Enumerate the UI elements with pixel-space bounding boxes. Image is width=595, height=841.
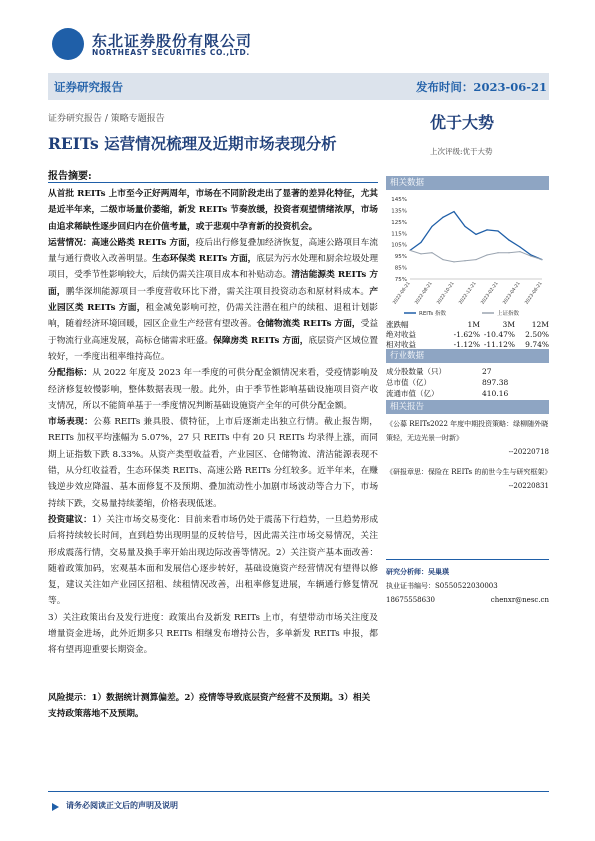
industry-data-heading: 行业数据 (386, 349, 549, 363)
abstract-heading: 报告摘要: (48, 171, 92, 182)
data-point (497, 252, 498, 253)
data-point (453, 261, 454, 262)
data-point (519, 246, 520, 247)
risk-warning: 风险提示：1）数据统计测算偏差。2）疫情等导致底层资产经营不及预期。3）相关支持政策落地不及预期。 (48, 693, 371, 720)
company-logo-icon (52, 28, 84, 60)
analyst-contact (386, 593, 549, 607)
data-point (519, 251, 520, 252)
divider (386, 559, 549, 560)
performance-chart (386, 193, 549, 321)
data-point (420, 253, 421, 254)
abstract-intro: 从首批 REITs 上市至今正好两周年，市场在不同阶段走出了显著的差异化特征，尤其是近半年来，二级市场量价萎缩，新发 REITs 节奏放缓，投资者观望情绪浓厚，市场由追求稀缺性逐步回归内在价值考量，或于悲观中孕育新的投资机会。 (48, 189, 378, 232)
breadcrumb: 证券研究报告 / 策略专题报告 (48, 114, 165, 124)
company-name-en: NORTHEAST SECURITIES CO.,LTD. (92, 48, 250, 57)
perf-header-row: 涨跌幅 1M 3M 12M (386, 320, 549, 329)
abstract-body (48, 186, 378, 659)
data-point (453, 211, 454, 212)
advice-paragraph-3: 3）关注政策出台及发行进度：政策出台及新发 REITs 上市，有望带动市场关注度及增量资金进场，此外近期多只 REITs 相继发布增持公告，多单新发 REITs 申报，都将有望再迎重要长期资金。 (48, 612, 378, 656)
y-tick-label: 85% (394, 265, 407, 272)
table-row: 相对收益 -1.12% -11.12% 9.74% (386, 340, 549, 349)
related-data-heading: 相关数据 (386, 176, 549, 190)
data-point (442, 217, 443, 218)
data-point (431, 252, 432, 253)
related-reports-list (386, 417, 552, 493)
data-point (508, 252, 509, 253)
footer-divider (48, 791, 549, 792)
dividend-paragraph: 分配指标：从 2022 年度及 2023 年一季度的可供分配金额情况来看，受疫情影响及经济修复较慢影响，整体数据表现一般。此外，由于季节性影响基础设施项目资产收支情况，所以不能简单基于一季度情况判断基础设施资产全年的可供分配金额。 (48, 368, 379, 411)
footer-disclaimer: 请务必阅读正文后的声明及说明 (66, 800, 178, 810)
table-row: 成分股数量（只） 27 (386, 367, 492, 376)
related-reports-heading: 相关报告 (386, 400, 549, 414)
data-point (442, 259, 443, 260)
x-tick-label: 2022-12-21 (458, 281, 478, 306)
data-point (508, 240, 509, 241)
data-point (541, 259, 542, 260)
data-point (420, 242, 421, 243)
data-point (486, 229, 487, 230)
y-tick-label: 105% (391, 242, 407, 249)
divider (48, 182, 378, 183)
x-tick-label: 2023-04-21 (502, 281, 522, 306)
market-paragraph: 市场表现：公募 REITs 兼具股、债特征，上市后逐渐走出独立行情。截止报告期，REITs 加权平均涨幅为 5.07%，27 只 REITs 中有 20 只 REITs 均录得上涨，而同期上证指数下跌 8.33%。从资产类型收益看，产业园区、仓储物流、清洁能源表现不错，从分红收益看，生态环保类 REITs、高速公路 REITs 分红较多。近半年来，在赚钱逆步效应降温、基本面修复不及预期、叠加流动性小加剧市场波动等合力下，市场持续下跌，交易量持续萎缩，价格表现低迷。 (48, 417, 378, 509)
analyst-info (386, 565, 549, 607)
y-tick-label: 75% (394, 277, 407, 283)
data-point (530, 256, 531, 257)
analyst-phone: 18675558630 (386, 596, 435, 604)
analyst-name: 研究分析师：吴巢瑛 (386, 567, 449, 576)
data-point (475, 234, 476, 235)
x-tick-label: 2022-08-21 (414, 281, 434, 306)
legend-label: REITs 指数 (419, 311, 446, 317)
list-item[interactable]: 《公募 REITs2022 年度中期投资策略：绿柳随外晓策轻，无边光景一时新》 --20220718 (386, 420, 549, 456)
x-tick-label: 2023-06-21 (524, 281, 544, 306)
legend-label: 上证指数 (497, 311, 520, 317)
data-point (464, 260, 465, 261)
y-tick-label: 145% (391, 197, 407, 203)
page-title: REITs 运营情况梳理及近期市场表现分析 (48, 134, 337, 153)
report-type: 证券研究报告 (54, 80, 123, 94)
y-tick-label: 115% (391, 231, 407, 238)
data-point (475, 259, 476, 260)
data-point (409, 250, 410, 251)
y-tick-label: 95% (394, 254, 407, 261)
x-tick-label: 2023-02-21 (480, 281, 500, 306)
list-item[interactable]: 《研报章思：保险在 REITs 的前世今生与研究框架》 --20220831 (386, 468, 552, 490)
y-tick-label: 135% (391, 208, 407, 215)
rating-previous: 上次评级:优于大势 (430, 147, 493, 156)
triangle-icon (52, 803, 59, 811)
table-row: 总市值（亿） 897.38 (386, 378, 509, 387)
data-point (497, 230, 498, 231)
analyst-email[interactable]: chenxr@nesc.cn (490, 596, 549, 604)
advice-paragraph: 投资建议：1）关注市场交易变化：目前来看市场仍处于震荡下行趋势，一旦趋势形成后将持续较长时间，直到趋势出现明显的反转信号，因此需关注市场交易情况，关注形成震荡行情，交易量及换手率开始出现边际改善等情况。2）关注资产基本面改善：随着政策加码，宏观基本面和发展信心逐步转好，基础设施资产经营情况有望得以修复，建议关注如产业园区招租、续租情况改善，出租率修复进展，车辆通行修复情况等。 (48, 514, 379, 607)
x-tick-label: 2022-06-21 (392, 281, 412, 306)
data-point (431, 226, 432, 227)
publish-date: 发布时间：2023-06-21 (415, 80, 547, 94)
data-point (486, 254, 487, 255)
rating-current: 优于大势 (430, 113, 495, 132)
analyst-cert: 执业证书编号：S0550522030003 (386, 582, 498, 590)
y-tick-label: 125% (391, 219, 407, 226)
table-row: 流通市值（亿） 410.16 (386, 389, 509, 398)
series-line-1 (410, 250, 542, 262)
company-name-cn: 东北证券股份有限公司 (92, 32, 253, 50)
x-tick-label: 2022-10-21 (436, 281, 456, 306)
table-row: 绝对收益 -1.62% -10.47% 2.50% (386, 330, 549, 339)
performance-table (386, 320, 549, 350)
data-point (464, 226, 465, 227)
ops-paragraph: 运营情况：高速公路类 REITs 方面，疫后出行修复叠加经济恢复，高速公路项目车流量与通行费收入改善明显。生态环保类 REITs 方面，底层为污水处理和厨余垃圾处理项目，受季节性影响较大，后续仍需关注项目成本和补贴动态。清洁能源类 REITs 方面，鹏华深圳能源项目一季度营收环比下滑，需关注项目投资动态和原材料成本。产业园区类 REITs 方面，租金减免影响可控，仍需关注潜在租户的续租、退租计划影响，随着经济环境回暖，园区企业生产经营有望改善。仓储物流类 REITs 方面，受益于物流行业高速发展，高标仓储需求旺盛。保障房类 REITs 方面，底层资产区域位置较好，一季度出租率维持高位。 (48, 237, 379, 362)
industry-table (386, 366, 549, 399)
